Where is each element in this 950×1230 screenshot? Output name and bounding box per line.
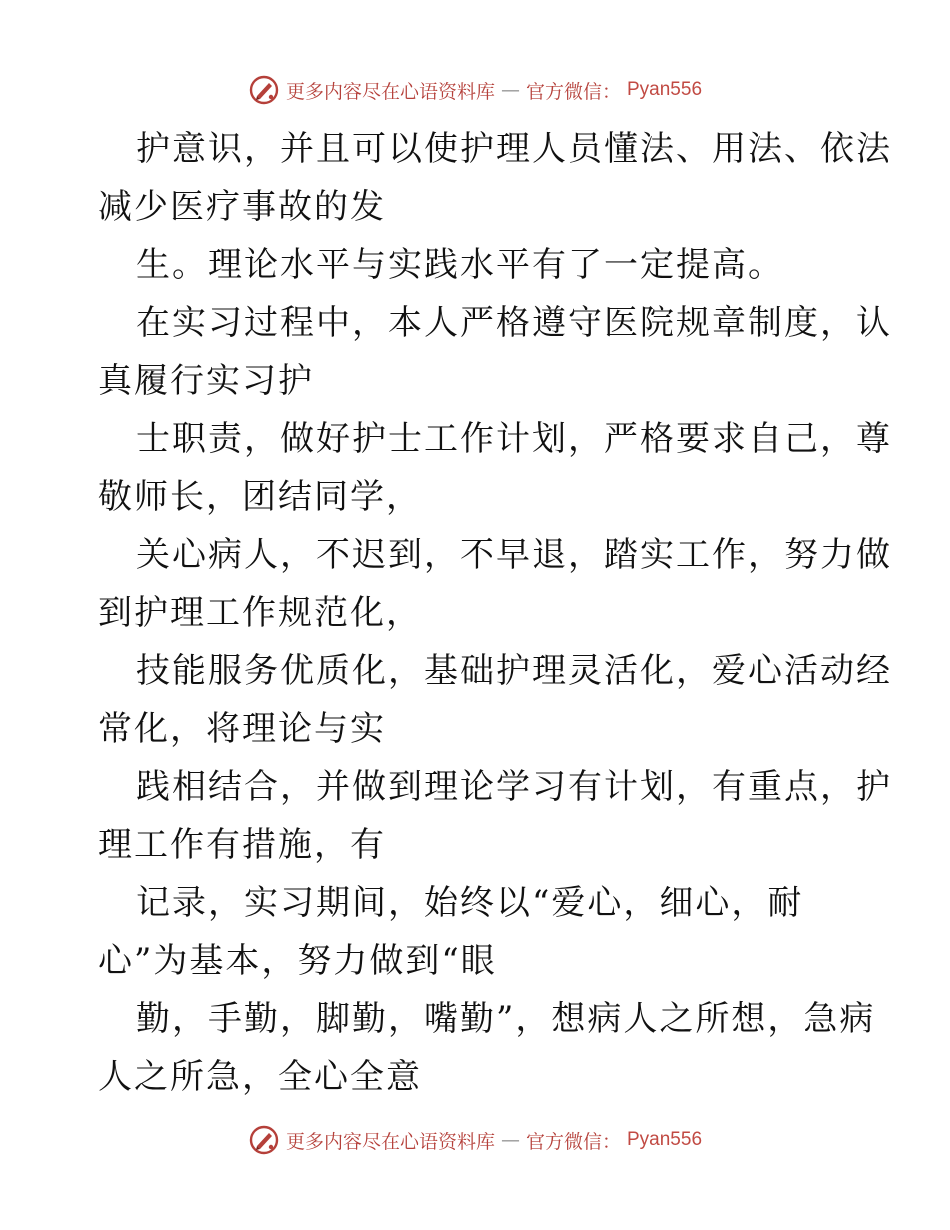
body-line: 护意识，并且可以使护理人员懂法、用法、依法 <box>136 129 892 169</box>
body-line: 记录，实习期间，始终以“爱心，细心，耐 <box>136 883 804 923</box>
body-line: 常化，将理论与实 <box>98 709 386 749</box>
body-line: 生。理论水平与实践水平有了一定提高。 <box>136 245 784 285</box>
document-body <box>98 120 892 1106</box>
body-line: 理工作有措施，有 <box>98 825 386 865</box>
footer-wechat-label: 官方微信： <box>525 1130 621 1153</box>
body-line: 在实习过程中，本人严格遵守医院规章制度，认 <box>136 303 892 343</box>
body-line: 践相结合，并做到理论学习有计划，有重点，护 <box>136 767 892 807</box>
footer-banner <box>0 1122 950 1158</box>
body-line: 技能服务优质化，基础护理灵活化，爱心活动经 <box>136 651 892 691</box>
body-line: 士职责，做好护士工作计划，严格要求自己，尊 <box>136 419 892 459</box>
footer-banner-text: 更多内容尽在心语资料库 <box>285 1130 495 1153</box>
body-line: 关心病人，不迟到，不早退，踏实工作，努力做 <box>136 535 892 575</box>
header-banner <box>0 72 950 108</box>
body-line: 到护理工作规范化， <box>98 593 422 633</box>
body-line: 敬师长，团结同学， <box>98 477 422 517</box>
footer-banner-content <box>248 1124 702 1156</box>
body-line: 减少医疗事故的发 <box>98 187 386 227</box>
footer-wechat-id: Pyan556 <box>627 1129 703 1150</box>
pen-logo-icon <box>248 74 280 106</box>
header-banner-content <box>248 74 702 106</box>
footer-banner-separator: — <box>500 1129 520 1151</box>
header-wechat-id: Pyan556 <box>627 79 703 100</box>
header-wechat-label: 官方微信： <box>525 80 621 103</box>
header-banner-separator: — <box>500 79 520 101</box>
body-line: 勤，手勤，脚勤，嘴勤”，想病人之所想，急病 <box>136 999 876 1039</box>
body-line: 人之所急，全心全意 <box>98 1057 422 1097</box>
body-line: 真履行实习护 <box>98 361 314 401</box>
pen-logo-icon <box>248 1124 280 1156</box>
body-line: 心”为基本，努力做到“眼 <box>98 941 497 981</box>
header-banner-text: 更多内容尽在心语资料库 <box>285 80 495 103</box>
